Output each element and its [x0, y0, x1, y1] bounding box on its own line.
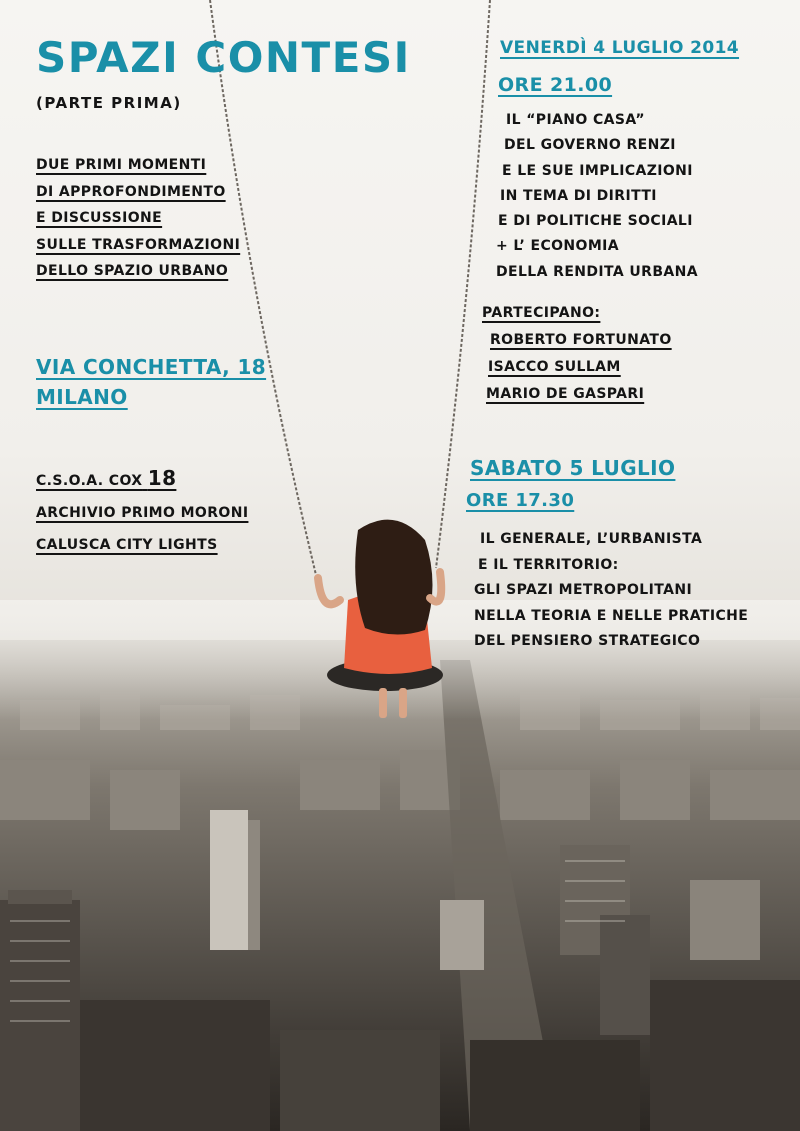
intro-line: DI APPROFONDIMENTO: [36, 183, 226, 200]
left-leg: [379, 688, 387, 718]
topic-line: + L’ ECONOMIA: [496, 238, 620, 255]
event1-topic: [496, 108, 698, 285]
event1-participants: [482, 300, 672, 408]
participant-name: MARIO DE GASPARI: [486, 386, 645, 402]
intro-text: [36, 152, 240, 285]
topic-line: E LE SUE IMPLICAZIONI: [502, 162, 693, 179]
event2-topic: [474, 527, 748, 655]
poster-subtitle: (PARTE PRIMA): [36, 94, 182, 112]
topic-line: E IL TERRITORIO:: [478, 556, 619, 573]
topic-line: DEL PENSIERO STRATEGICO: [474, 633, 701, 649]
csoa-number: 18: [147, 466, 177, 490]
intro-line: DUE PRIMI MOMENTI: [36, 157, 207, 173]
organizers-list: [36, 462, 248, 561]
event1-date: VENERDÌ 4 LUGLIO 2014: [500, 38, 740, 58]
organizer-bookshop: CALUSCA CITY LIGHTS: [36, 537, 218, 553]
organizer-archive: ARCHIVIO PRIMO MORONI: [36, 505, 249, 521]
topic-line: IL GENERALE, L’URBANISTA: [480, 531, 703, 547]
topic-line: E DI POLITICHE SOCIALI: [498, 213, 693, 230]
address-city: MILANO: [36, 385, 128, 409]
topic-line: DELLA RENDITA URBANA: [496, 263, 699, 280]
participant-name: ISACCO SULLAM: [488, 359, 621, 375]
intro-line: SULLE TRASFORMAZIONI: [36, 236, 241, 253]
left-arm: [318, 578, 340, 604]
address-street: VIA CONCHETTA, 18: [36, 355, 267, 379]
topic-line: NELLA TEORIA E NELLE PRATICHE: [474, 607, 749, 624]
topic-line: DEL GOVERNO RENZI: [504, 137, 676, 154]
event2-time: ORE 17.30: [466, 490, 575, 511]
event1-time: ORE 21.00: [498, 74, 613, 96]
hair: [355, 520, 432, 635]
intro-line: E DISCUSSIONE: [36, 210, 163, 226]
swing-chains: [210, 0, 490, 575]
event2-date: SABATO 5 LUGLIO: [470, 456, 676, 480]
topic-line: IN TEMA DI DIRITTI: [500, 187, 657, 204]
right-leg: [399, 688, 407, 718]
intro-line: DELLO SPAZIO URBANO: [36, 263, 229, 279]
topic-line: GLI SPAZI METROPOLITANI: [474, 582, 693, 598]
participant-name: ROBERTO FORTUNATO: [490, 332, 672, 348]
topic-line: IL “PIANO CASA”: [506, 112, 645, 128]
venue-address: [36, 352, 266, 412]
participants-label: PARTECIPANO:: [482, 305, 601, 321]
poster-title: SPAZI CONTESI: [36, 33, 411, 82]
organizer-csoa: [36, 462, 248, 497]
csoa-prefix: C.S.O.A. COX: [36, 473, 143, 489]
